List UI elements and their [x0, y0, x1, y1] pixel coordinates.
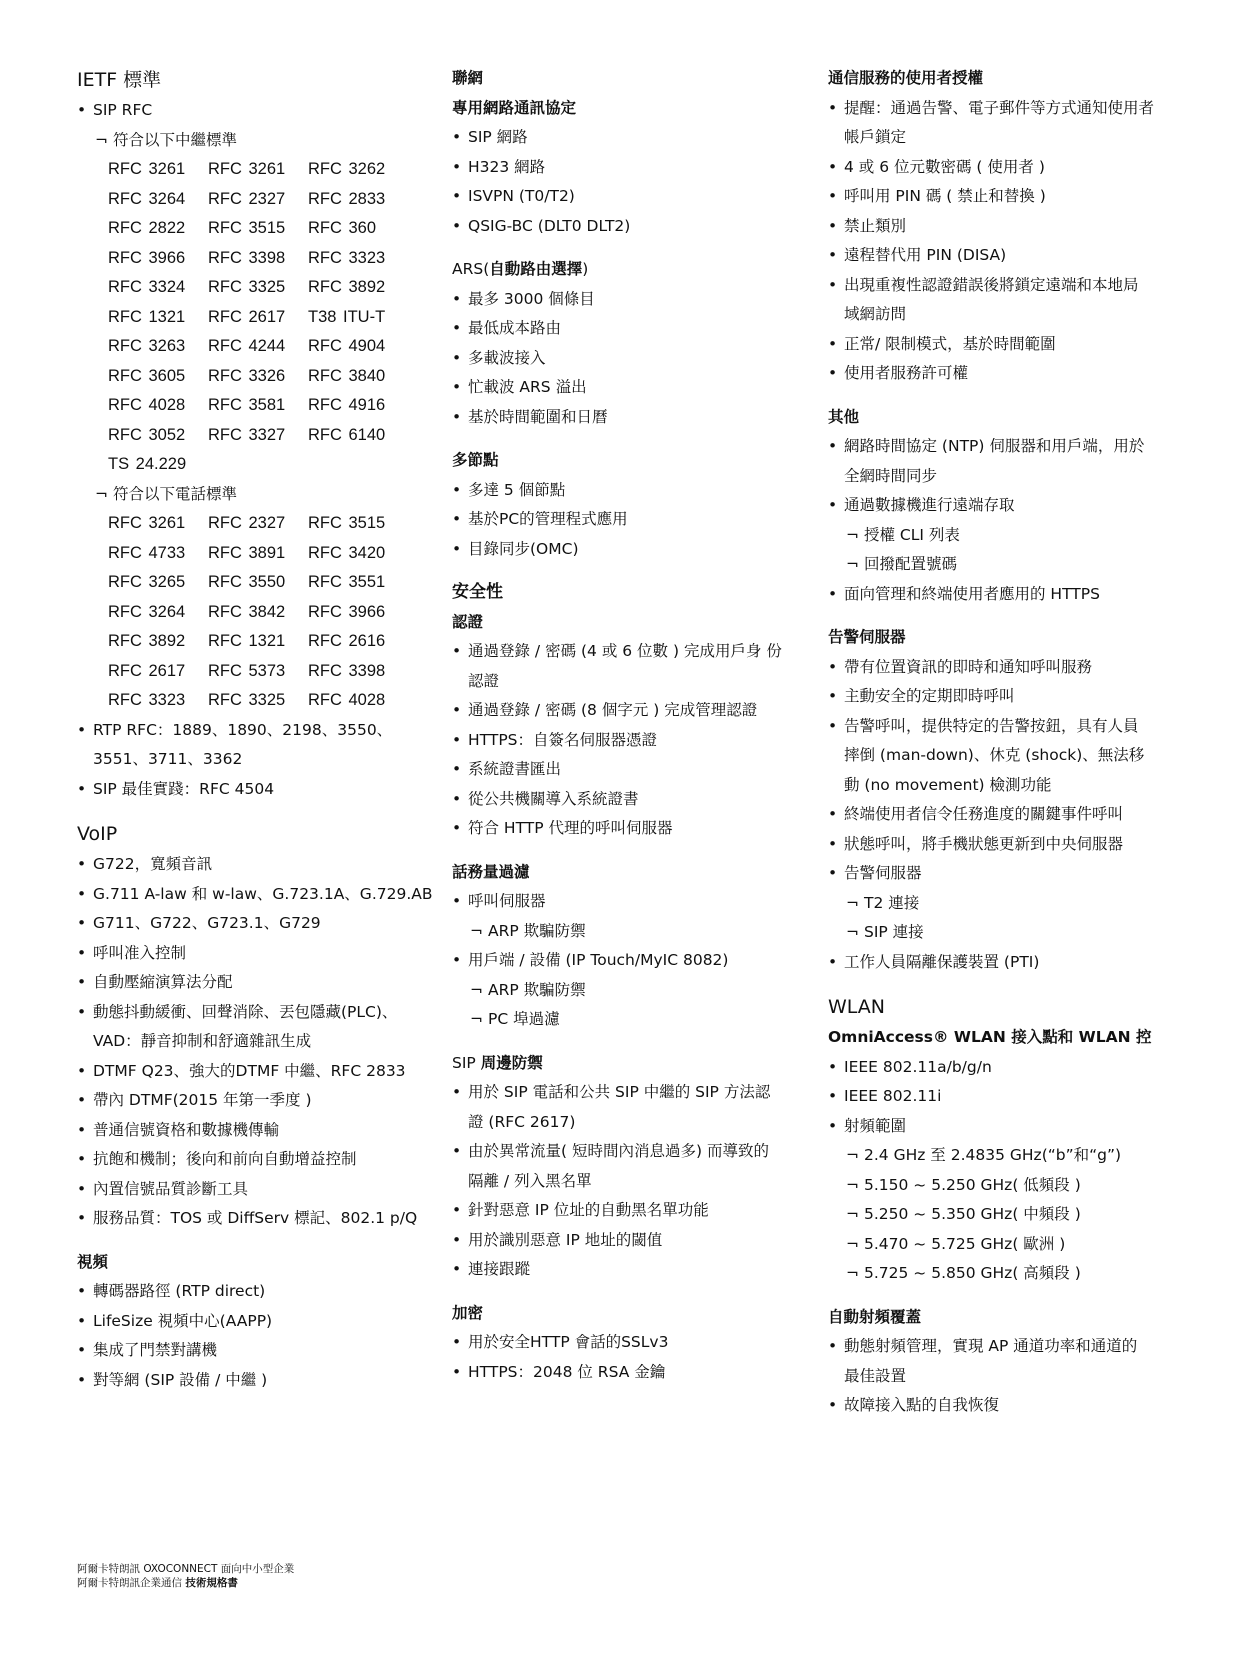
list-item: • 工作人員隔離保護裝置 (PTI) [828, 952, 1040, 971]
list-item: • 用於安全HTTP 會話的SSLv3 [452, 1333, 669, 1351]
list-subitem: ¬ 授權 CLI 列表 [846, 525, 960, 544]
list-item: • 從公共機關導入系統證書 [452, 789, 639, 808]
rfc-cell: RFC 3264 [108, 602, 186, 621]
list-item: • DTMF Q23、強大的DTMF 中繼、RFC 2833 [77, 1061, 406, 1080]
list-item: • ISVPN (T0/T2) [452, 187, 575, 205]
rfc-cell: RFC 3892 [308, 278, 386, 296]
rfc-cell: RFC 2822 [108, 219, 186, 237]
rfc-row [77, 686, 417, 716]
rfc-row [77, 273, 417, 303]
list-item: • 抗飽和機制；後向和前向自動增益控制 [77, 1150, 357, 1168]
rfc-cell: RFC 3262 [308, 160, 386, 178]
rfc-row [77, 568, 417, 598]
rfc-row [77, 155, 417, 185]
list-item: • LifeSize 視頻中心(AAPP) [77, 1311, 273, 1330]
rfc-cell: T38 ITU-T [308, 307, 386, 326]
list-subitem: ¬ ARP 欺騙防禦 [470, 980, 586, 999]
list-item: • 動態抖動緩衝、回聲消除、丟包隱藏(PLC)、 [77, 1002, 398, 1021]
list-item: • SIP 最佳實踐：RFC 4504 [77, 779, 275, 798]
list-item-cont: VAD：靜音抑制和舒適雜訊生成 [93, 1032, 312, 1050]
rfc-cell: RFC 3515 [208, 219, 286, 237]
private-title: 專用網路通訊協定 [452, 98, 577, 117]
voip-list-2 [77, 1057, 417, 1234]
list-item: • 忙載波 ARS 溢出 [452, 378, 587, 396]
rfc-cell: RFC 2833 [308, 189, 386, 208]
sip-defense-title: SIP 周邊防禦 [452, 1053, 543, 1072]
ts-item: TS 24.229 [108, 455, 187, 473]
rfc-cell: RFC 3323 [308, 248, 386, 267]
list-subitem: ¬ 5.470 ~ 5.725 GHz( 歐洲 ) [846, 1234, 1066, 1253]
rfc-row [77, 362, 417, 392]
rfc-cell: RFC 3550 [208, 573, 286, 591]
list-subitem: ¬ 2.4 GHz 至 2.4835 GHz(“b”和“g”) [846, 1146, 1122, 1164]
list-item: • 呼叫伺服器 [452, 892, 546, 910]
list-item: • 用於識別惡意 IP 地址的閾值 [452, 1230, 663, 1249]
list-item: • 目錄同步(OMC) [452, 539, 579, 558]
footer [77, 1562, 297, 1590]
list-subitem: ¬ ARP 欺騙防禦 [470, 921, 586, 940]
rfc-row [77, 509, 417, 539]
list-item-cont: 動 (no movement) 檢測功能 [844, 775, 1052, 794]
list-item: • 動態射頻管理，實現 AP 通道功率和通道的 [828, 1337, 1138, 1355]
list-item: • H323 網路 [452, 157, 546, 176]
list-item: • 正常/ 限制模式，基於時間範圍 [828, 334, 1056, 353]
rfc-cell: RFC 3261 [108, 514, 186, 532]
list-item: • 最低成本路由 [452, 319, 562, 337]
list-item: • 故障接入點的自我恢復 [828, 1396, 1000, 1414]
list-item: • 多載波接入 [452, 348, 546, 367]
list-subitem: ¬ 符合以下電話標準 [95, 484, 238, 503]
list-item: • 符合 HTTP 代理的呼叫伺服器 [452, 819, 673, 837]
rfc-cell: RFC 3842 [208, 602, 286, 621]
list-item: • G.711 A-law 和 w-law、G.723.1A、G.729.AB [77, 884, 433, 903]
voip-title: VoIP [77, 823, 118, 845]
list-item: • 通過數據機進行遠端存取 [828, 496, 1015, 514]
list-item-cont: 認證 [468, 671, 500, 690]
auth-list [452, 696, 812, 844]
list-item: • G711、G722、G723.1、G729 [77, 914, 321, 932]
list-item: • 告警呼叫，提供特定的告警按鈕，具有人員 [828, 716, 1139, 735]
list-item: • 針對惡意 IP 位址的自動黑名單功能 [452, 1201, 709, 1219]
column-networking [452, 64, 812, 1387]
list-item: • 射頻範圍 [828, 1116, 907, 1135]
list-item-cont: 3551、3711、3362 [93, 750, 243, 768]
rfc-row [77, 214, 417, 244]
alarm-list [828, 653, 1188, 712]
rfc-cell: RFC 3326 [208, 366, 286, 385]
list-item: • 服務品質：TOS 或 DiffServ 標記、802.1 p/Q [77, 1209, 418, 1227]
list-item: • 4 或 6 位元數密碼 ( 使用者 ) [828, 157, 1045, 176]
footer-line-1: 阿爾卡特朗訊 OXOCONNECT 面向中小型企業 [77, 1563, 295, 1575]
other-title: 其他 [828, 407, 860, 426]
wlan-list [828, 1053, 1188, 1142]
rfc-cell: RFC 4733 [108, 543, 186, 562]
list-item: • 遠程替代用 PIN (DISA) [828, 246, 1007, 264]
list-subitem: ¬ 符合以下中繼標準 [95, 130, 238, 149]
rfc-row [77, 303, 417, 333]
ars-list [452, 285, 812, 433]
list-item: • 通過登錄 / 密碼 (8 個字元 ) 完成管理認證 [452, 701, 758, 719]
user-auth-list-2 [828, 330, 1188, 389]
rfc-cell: RFC 2617 [108, 661, 186, 680]
network-title: 聯網 [452, 69, 484, 87]
rfc-row [77, 332, 417, 362]
rfc-cell: RFC 4904 [308, 337, 386, 355]
list-item: • RTP RFC：1889、1890、2198、3550、 [77, 720, 393, 739]
list-item: • 最多 3000 個條目 [452, 289, 595, 308]
trunk-rfc-table [77, 155, 417, 450]
rfc-cell: RFC 3325 [208, 691, 286, 709]
rfc-cell: RFC 3261 [208, 160, 286, 178]
wlan-title: WLAN [828, 996, 886, 1018]
list-item: • 網路時間協定 (NTP) 伺服器和用戶端，用於 [828, 437, 1145, 455]
rfc-cell: RFC 4028 [308, 691, 386, 709]
column-authorization [828, 64, 1188, 1421]
list-item-cont: 隔離 / 列入黑名單 [468, 1171, 592, 1190]
list-item: • 轉碼器路徑 (RTP direct) [77, 1282, 266, 1300]
list-subitem: ¬ 5.150 ~ 5.250 GHz( 低頻段 ) [846, 1175, 1081, 1194]
list-subitem: ¬ 5.250 ~ 5.350 GHz( 中頻段 ) [846, 1205, 1081, 1223]
wlan-freq-list [828, 1141, 1188, 1289]
list-item-cont: 摔倒 (man-down)、休克 (shock)、無法移 [844, 746, 1145, 764]
rfc-cell: RFC 3327 [208, 425, 286, 444]
rfc-cell: RFC 3420 [308, 543, 386, 562]
alarm-title: 告警伺服器 [828, 628, 906, 646]
list-item: • 主動安全的定期即時呼叫 [828, 687, 1015, 705]
rfc-row [77, 391, 417, 421]
user-auth-title: 通信服務的使用者授權 [828, 69, 984, 87]
rfc-cell: RFC 3581 [208, 396, 286, 414]
list-item-cont: 全網時間同步 [844, 466, 938, 485]
rfc-cell: RFC 360 [308, 219, 377, 237]
encryption-title: 加密 [452, 1303, 484, 1322]
list-item-cont: 最佳設置 [844, 1366, 907, 1385]
rfc-cell: RFC 3324 [108, 278, 186, 296]
rfc-cell: RFC 5373 [208, 661, 286, 680]
rfc-row [77, 244, 417, 274]
list-item: • 禁止類別 [828, 216, 907, 235]
rfc-cell: RFC 3891 [208, 543, 286, 562]
list-item-cont: 證 (RFC 2617) [468, 1112, 576, 1131]
rfc-cell: RFC 3261 [108, 160, 186, 178]
rfc-cell: RFC 2327 [208, 189, 286, 208]
list-item: • IEEE 802.11i [828, 1087, 942, 1105]
ietf-title: IETF 標準 [77, 69, 162, 91]
list-item: • 系統證書匯出 [452, 760, 562, 778]
list-item: • 提醒：通過告警、電子郵件等方式通知使用者 [828, 98, 1155, 117]
list-subitem: ¬ 回撥配置號碼 [846, 555, 958, 573]
rfc-cell: RFC 3840 [308, 366, 386, 385]
rfc-cell: RFC 6140 [308, 425, 386, 444]
list-item: • 多達 5 個節點 [452, 480, 566, 499]
list-item: • HTTPS：2048 位 RSA 金鑰 [452, 1362, 666, 1381]
list-subitem: ¬ T2 連接 [846, 893, 920, 912]
list-item-cont: 帳戶鎖定 [844, 128, 907, 146]
rfc-cell: RFC 3966 [308, 602, 386, 621]
list-item: • 通過登錄 / 密碼 (4 或 6 位數 ) 完成用戶身 份 [452, 642, 782, 660]
list-item: • 呼叫准入控制 [77, 943, 187, 962]
video-title: 視頻 [77, 1252, 109, 1271]
list-item: • HTTPS：自簽名伺服器憑證 [452, 730, 658, 749]
rfc-row [77, 539, 417, 569]
rfc-cell: RFC 3605 [108, 366, 186, 385]
footer-line-2: 阿爾卡特朗訊企業通信 技術規格書 [77, 1577, 238, 1589]
list-item: • 用戶端 / 設備 (IP Touch/MyIC 8082) [452, 951, 729, 969]
rfc-cell: RFC 3398 [308, 661, 386, 680]
list-item: • 面向管理和終端使用者應用的 HTTPS [828, 584, 1100, 603]
list-item: • QSIG-BC (DLT0 DLT2) [452, 216, 631, 235]
list-item: • 帶內 DTMF(2015 年第一季度 ) [77, 1091, 312, 1109]
list-subitem: ¬ 5.725 ~ 5.850 GHz( 高頻段 ) [846, 1264, 1081, 1282]
private-list [452, 123, 812, 241]
multi-list [452, 476, 812, 565]
video-list [77, 1277, 417, 1395]
encryption-list [452, 1328, 812, 1387]
list-item: • SIP RFC [77, 101, 153, 119]
rfc-cell: RFC 3323 [108, 691, 186, 709]
list-item: • 集成了門禁對講機 [77, 1341, 218, 1359]
rfc-cell: RFC 1321 [208, 632, 286, 650]
rfc-row [77, 598, 417, 628]
list-item: • 帶有位置資訊的即時和通知呼叫服務 [828, 657, 1093, 676]
rfc-cell: RFC 3515 [308, 514, 386, 532]
rfc-row [77, 627, 417, 657]
rfc-row [77, 657, 417, 687]
rfc-cell: RFC 2617 [208, 307, 286, 326]
rfc-cell: RFC 4244 [208, 337, 286, 355]
list-item: • 終端使用者信令任務進度的關鍵事件呼叫 [828, 805, 1124, 823]
auth-title: 認證 [452, 612, 484, 631]
wlan-subtitle: OmniAccess® WLAN 接入點和 WLAN 控 [828, 1028, 1152, 1046]
column-standards [77, 64, 433, 1395]
rfc-cell: RFC 3551 [308, 573, 386, 591]
list-item: • 由於異常流量( 短時間內消息過多) 而導致的 [452, 1142, 769, 1160]
rfc-cell: RFC 3263 [108, 337, 186, 355]
list-item: • G722，寬頻音訊 [77, 855, 213, 873]
list-subitem: ¬ SIP 連接 [846, 923, 924, 941]
list-item: • 內置信號品質診斷工具 [77, 1179, 249, 1198]
sip-defense-list [452, 1196, 812, 1285]
list-item: • 使用者服務許可權 [828, 364, 969, 382]
user-auth-list [828, 153, 1188, 271]
list-item: • 基於時間範圍和日曆 [452, 407, 608, 426]
multi-title: 多節點 [452, 451, 499, 469]
list-item: • 呼叫用 PIN 碼 ( 禁止和替換 ) [828, 187, 1046, 205]
rfc-cell: RFC 3265 [108, 573, 186, 591]
rfc-cell: RFC 3264 [108, 189, 186, 208]
rfc-cell: RFC 1321 [108, 307, 186, 326]
rfc-cell: RFC 3052 [108, 425, 186, 444]
list-item: • 基於PC的管理程式應用 [452, 510, 628, 528]
rf-title: 自動射頻覆蓋 [828, 1307, 922, 1326]
list-item: • 連接跟蹤 [452, 1260, 531, 1278]
alarm-list-2 [828, 800, 1188, 889]
rfc-cell: RFC 4916 [308, 396, 386, 414]
list-item: • IEEE 802.11a/b/g/n [828, 1057, 992, 1076]
list-item: • 普通信號資格和數據機傳輸 [77, 1120, 280, 1139]
rfc-cell: RFC 3892 [108, 632, 186, 650]
list-item: • SIP 網路 [452, 128, 528, 146]
ars-title: ARS(自動路由選擇) [452, 260, 589, 278]
list-item: • 對等網 (SIP 設備 / 中繼 ) [77, 1370, 268, 1389]
list-item: • 自動壓縮演算法分配 [77, 973, 233, 991]
list-item: • 出現重複性認證錯誤後將鎖定遠端和本地局 [828, 275, 1139, 294]
rfc-cell: RFC 4028 [108, 396, 186, 414]
rfc-row [77, 185, 417, 215]
list-item: • 用於 SIP 電話和公共 SIP 中繼的 SIP 方法認 [452, 1083, 771, 1101]
phone-rfc-table [77, 509, 417, 716]
traffic-title: 話務量過濾 [452, 862, 530, 881]
list-item-cont: 域網訪問 [844, 305, 907, 323]
rfc-cell: RFC 2327 [208, 514, 286, 532]
list-item: • 告警伺服器 [828, 864, 922, 882]
list-item: • 狀態呼叫，將手機狀態更新到中央伺服器 [828, 834, 1124, 853]
voip-list [77, 850, 433, 1027]
security-title: 安全性 [452, 582, 503, 602]
rfc-cell: RFC 2616 [308, 632, 386, 650]
rfc-cell: RFC 3398 [208, 248, 286, 267]
rfc-cell: RFC 3966 [108, 248, 186, 267]
rfc-cell: RFC 3325 [208, 278, 286, 296]
rfc-row [77, 421, 417, 451]
list-subitem: ¬ PC 埠過濾 [470, 1010, 560, 1028]
